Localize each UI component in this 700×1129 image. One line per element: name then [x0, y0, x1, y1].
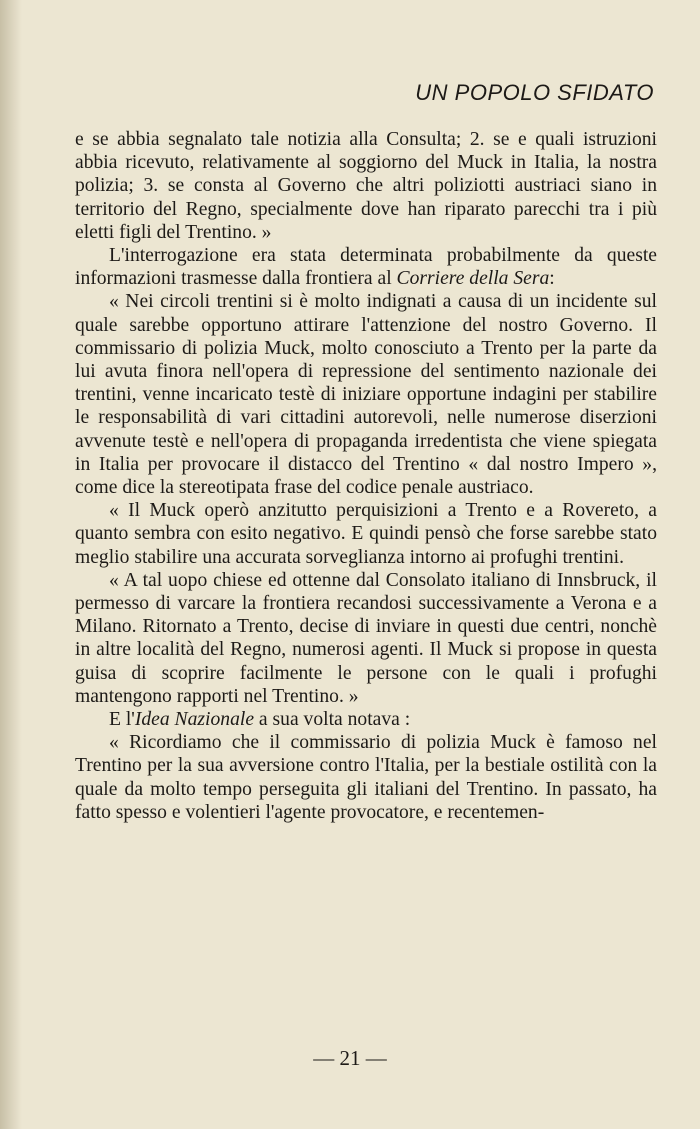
paragraph-4: « Il Muck operò anzitutto perquisizioni a Trento e a Rovereto, a quanto sembra con esito negativo. E quindi pensò che forse sarebbe stato meglio stabilire una accurata sorveglianza intorno ai profughi trentini. [75, 500, 657, 568]
paragraph-3: « Nei circoli trentini si è molto indignati a causa di un incidente sul quale sarebbe opportuno attirare l'attenzione del nostro Governo. Il commissario di polizia Muck, molto conosciuto a Trento per la parte da lui avuta finora nell'opera di repressione del sentimento nazionale dei trentini, venne incaricato testè di iniziare opportune indagini per stabilire le responsabilità di vari cittadini autorevoli, nelle numerose diserzioni avvenute testè e nell'opera di propaganda irredentista che viene spiegata in Italia per provocare il distacco del Trentino « dal nostro Impero », come dice la stereotipata frase del codice penale austriaco. [75, 291, 657, 499]
paragraph-5: « A tal uopo chiese ed ottenne dal Consolato italiano di Innsbruck, il permesso di varcare la frontiera recandosi successivamente a Verona e a Milano. Ritornato a Trento, decise di inviare in questi due centri, nonchè in altre località del Regno, numerosi agenti. Il Muck si propose in questa guisa di scoprire facilmente le persone con le quali i profughi mantengono rapporti nel Trentino. » [75, 569, 657, 707]
paragraph-2: L'interrogazione era stata determinata probabilmente da queste informazioni trasmesse dalla frontiera al Corriere della Sera: [75, 245, 657, 290]
page-number: — 21 — [313, 1046, 387, 1070]
body-text [75, 128, 657, 824]
paragraph-7: « Ricordiamo che il commissario di polizia Muck è famoso nel Trentino per la sua avversione contro l'Italia, per la bestiale ostilità con la quale da molto tempo perseguita gli italiani del Trentino. In passato, ha fatto spesso e volentieri l'agente provocatore, e recentemen- [75, 732, 657, 823]
paragraph-6: E l'Idea Nazionale a sua volta notava : [109, 709, 411, 731]
page-edge [0, 0, 22, 1129]
newspaper-title: Idea Nazionale [134, 709, 255, 731]
newspaper-title: Corriere della Sera [396, 268, 550, 290]
paragraph-1: e se abbia segnalato tale notizia alla Consulta; 2. se e quali istruzioni abbia ricevuto, relativamente al soggiorno del Muck in Italia, la nostra polizia; 3. se consta al Governo che altri poliziotti austriaci siano in territorio del Regno, specialmente dove han riparato parecchi tra i più eletti figli del Trentino. » [75, 129, 657, 243]
running-head: UN POPOLO SFIDATO [415, 80, 654, 105]
